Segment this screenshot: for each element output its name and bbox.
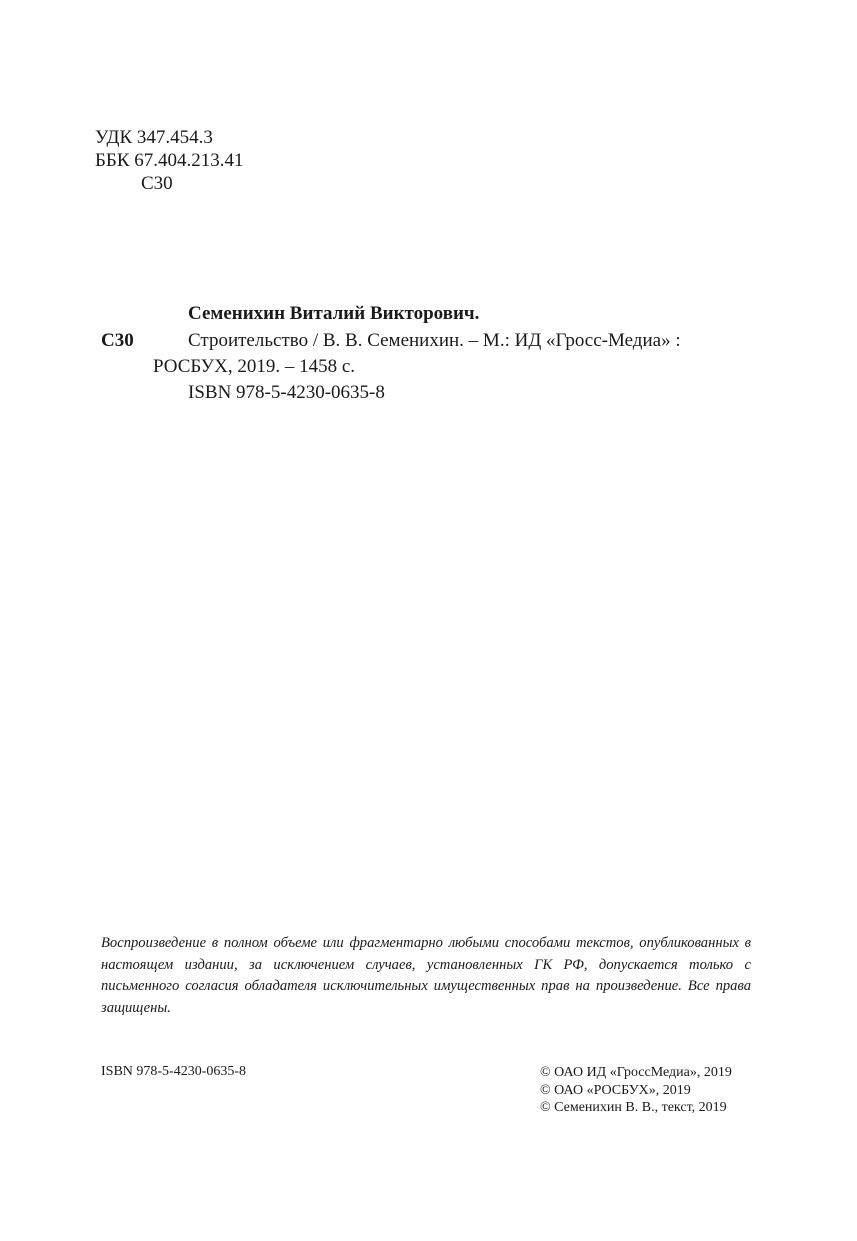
copyright-line: © ОАО «РОСБУХ», 2019 bbox=[540, 1082, 691, 1098]
copyright-line: © ОАО ИД «ГроссМедиа», 2019 bbox=[540, 1065, 732, 1080]
copyright-line: © Семенихин В. В., текст, 2019 bbox=[540, 1100, 727, 1115]
bib-isbn: ISBN 978-5-4230-0635-8 bbox=[188, 382, 385, 403]
bib-publisher-line: РОСБУХ, 2019. – 1458 с. bbox=[153, 356, 356, 377]
classification-block bbox=[95, 126, 244, 195]
bib-author: Семенихин Виталий Викторович. bbox=[188, 303, 480, 324]
copyright-block bbox=[540, 1064, 732, 1117]
bbk-code: ББК 67.404.213.41 bbox=[95, 150, 244, 171]
bib-author-mark: С30 bbox=[101, 330, 134, 351]
author-code: С30 bbox=[141, 173, 173, 194]
footer-isbn: ISBN 978-5-4230-0635-8 bbox=[101, 1064, 247, 1079]
rights-notice: Воспроизведение в полном объеме или фрагментарно любыми способами текстов, опубликованных в настоящем издании, за исключением случаев, установленных ГК РФ, допускается только с письменного согласия обладателя исключительных имущественных прав на произведение. Все права защищены. bbox=[101, 935, 751, 1016]
udk-code: УДК 347.454.3 bbox=[95, 127, 213, 148]
bib-title-line: Строительство / В. В. Семенихин. – М.: ИД «Гросс-Медиа» : bbox=[188, 330, 681, 351]
